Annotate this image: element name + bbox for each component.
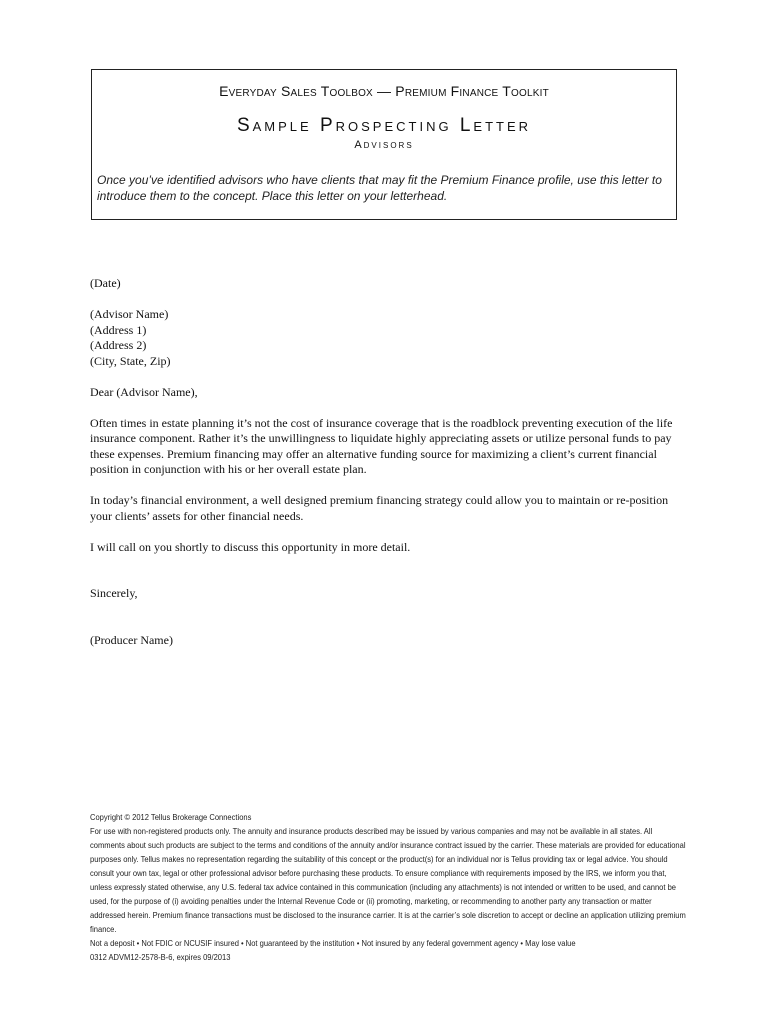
header-box <box>91 69 677 220</box>
form-number: 0312 ADVM12-2578-B-6, expires 09/2013 <box>90 952 231 962</box>
body-paragraph: Often times in estate planning it’s not the cost of insurance coverage that is the roadblock preventing execution of the life insurance component. Rather it’s the unwillingness to liquidate highly appreciating assets or utilize personal funds to pay these expenses. Premium financing may offer an alternative funding source for maximizing a client’s current financial position in conjunction with his or her overall estate plan. <box>90 415 673 476</box>
toolbox-title: Everyday Sales Toolbox — Premium Finance Toolkit <box>219 83 549 99</box>
not-deposit-notice: Not a deposit • Not FDIC or NCUSIF insured • Not guaranteed by the institution • Not insured by any federal government agency • May lose value <box>90 938 576 948</box>
address-line: (Address 2) <box>90 338 147 352</box>
date-line: (Date) <box>90 276 121 290</box>
letter-subtitle: Advisors <box>354 139 414 151</box>
disclaimer-text: For use with non-registered products only. The annuity and insurance products described may be issued by various companies and may not be available in all states. All comments about such products are subject to the terms and conditions of the annuity and/or insurance contract issued by the carrier. These materials are provided for educational purposes only. Tellus makes no representation regarding the suitability of this concept or the product(s) for an individual nor is Tellus providing tax or legal advice. You should consult your own tax, legal or other professional advisor before purchasing these products. To ensure compliance with requirements imposed by the IRS, we inform you that, unless expressly stated otherwise, any U.S. federal tax advice contained in this communication (including any attachments) is not intended or written to be used, and cannot be used, for the purpose of (i) avoiding penalties under the Internal Revenue Code or (ii) promoting, marketing, or recommending to another party any transaction or matter addressed herein. Premium finance transactions must be disclosed to the insurance carrier. It is at the carrier’s sole discretion to accept or decline an application utilizing premium finance. <box>90 826 686 934</box>
instructions-text: Once you’ve identified advisors who have clients that may fit the Premium Finance profile, use this letter to introduce them to the concept. Place this letter on your letterhead. <box>97 173 662 203</box>
address-line: (City, State, Zip) <box>90 353 171 368</box>
address-line: (Address 1) <box>90 322 147 337</box>
salutation: Dear (Advisor Name), <box>90 384 198 399</box>
signature: (Producer Name) <box>90 632 173 647</box>
footer-disclaimer <box>90 810 688 964</box>
letter-title: Sample Prospecting Letter <box>236 115 532 136</box>
address-block <box>90 307 680 369</box>
body-paragraph: I will call on you shortly to discuss this opportunity in more detail. <box>90 539 411 554</box>
copyright: Copyright © 2012 Tellus Brokerage Connections <box>90 812 252 822</box>
closing: Sincerely, <box>90 586 138 600</box>
body-paragraph: In today’s financial environment, a well designed premium financing strategy could allow you to maintain or re-position your clients’ assets for other financial needs. <box>90 493 669 523</box>
address-line: (Advisor Name) <box>90 307 169 321</box>
letter-body <box>90 276 680 648</box>
